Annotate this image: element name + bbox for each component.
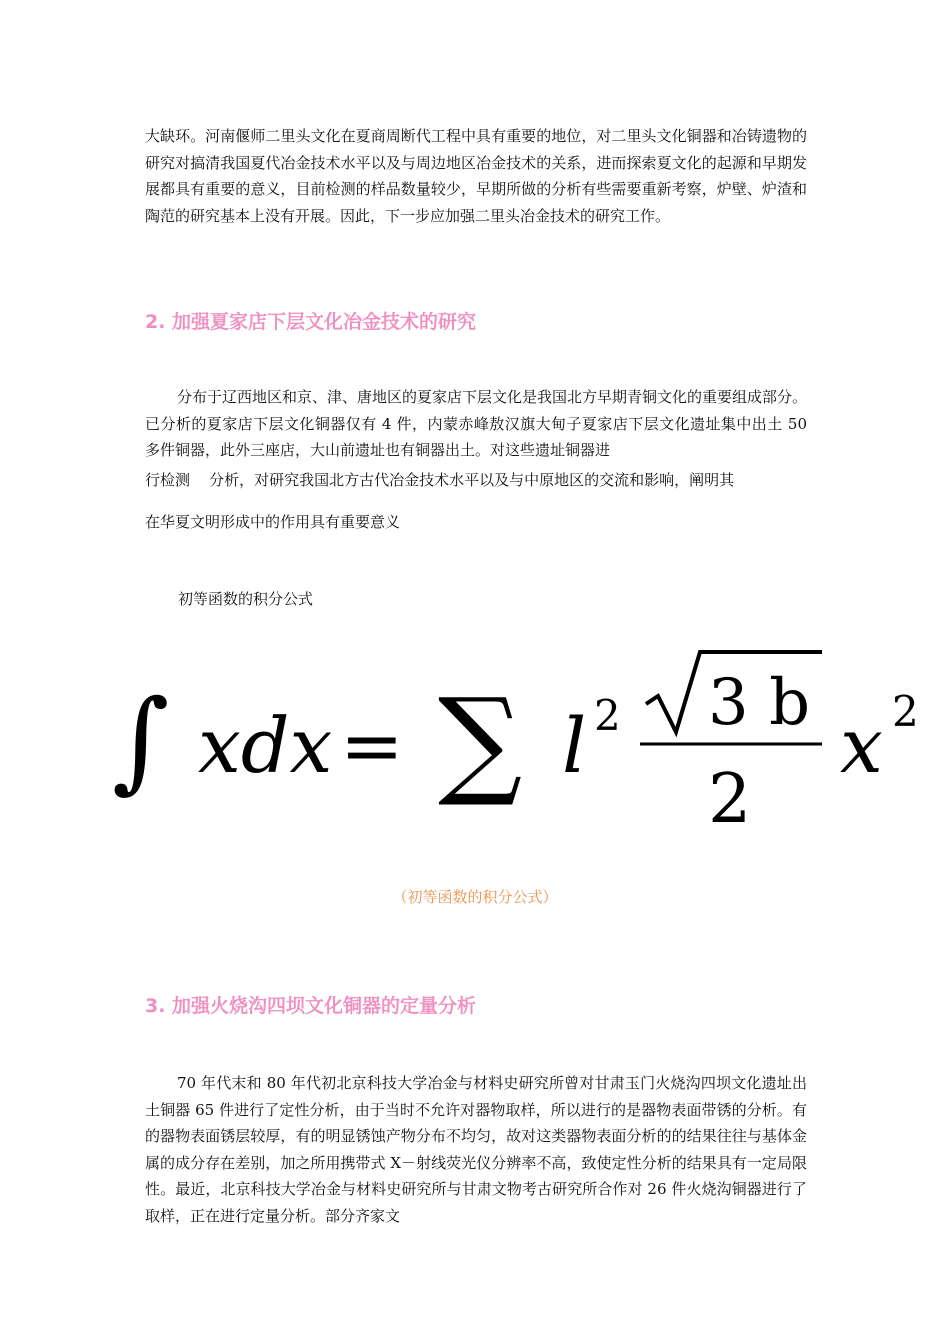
- equals-sign: =: [340, 701, 404, 790]
- x-exponent: 2: [892, 687, 919, 736]
- l-variable: l: [562, 701, 587, 790]
- formula-label: 初等函数的积分公式: [178, 590, 314, 608]
- section-3-paragraph: 70 年代末和 80 年代初北京科技大学冶金与材料史研究所曾对甘肃玉门火烧沟四坝文化遗址出土铜器 65 件进行了定性分析，由于当时不允许对器物取样，所以进行的是器物表面带锈的分析。有的器物表面锈层较厚，有的明显锈蚀产物分布不均匀，故对这类器物表面分析的的结果往往与基体金属的成分存在差别，加之所用携带式 X－射线荧光仪分辨率不高，致使定性分析的结果具有一定局限性。最近，北京科技大学冶金与材料史研究所与甘肃文物考古研究所合作对 26 件火烧沟铜器进行了取样，正在进行定量分析。部分齐家文: [145, 1074, 807, 1225]
- radicand-text: 3 b: [708, 666, 811, 740]
- formula-svg: [110, 640, 940, 840]
- section-3-heading: 3. 加强火烧沟四坝文化铜器的定量分析: [145, 995, 477, 1017]
- denominator-text: 2: [708, 760, 752, 839]
- integral-sign: ∫: [112, 676, 170, 804]
- section-2-paragraph: 分布于辽西地区和京、津、唐地区的夏家店下层文化是我国北方早期青铜文化的重要组成部分。已分析的夏家店下层文化铜器仅有 4 件，内蒙赤峰敖汉旗大甸子夏家店下层文化遗址集中出土 50 多件铜器，此外三座店，大山前遗址也有铜器出土。对这些遗址铜器进: [145, 388, 808, 459]
- section-2-line-3: 在华夏文明形成中的作用具有重要意义: [145, 513, 401, 531]
- section-2-line-2: 行检测 分析，对研究我国北方古代冶金技术水平以及与中原地区的交流和影响，阐明其: [145, 471, 735, 489]
- formula-caption: （初等函数的积分公式）: [392, 888, 558, 906]
- l-exponent: 2: [594, 691, 621, 740]
- sum-sign: ∑: [438, 672, 523, 810]
- integral-formula: [110, 640, 940, 840]
- integrand-text: xdx: [198, 701, 333, 790]
- x-variable: x: [840, 701, 883, 790]
- section-2-heading: 2. 加强夏家店下层文化冶金技术的研究: [145, 311, 477, 333]
- intro-paragraph: 大缺环。河南偃师二里头文化在夏商周断代工程中具有重要的地位，对二里头文化铜器和冶铸遗物的研究对搞清我国夏代冶金技术水平以及与周边地区冶金技术的关系，进而探索夏文化的起源和早期发展都具有重要的意义，目前检测的样品数量较少，早期所做的分析有些需要重新考察，炉壁、炉渣和陶范的研究基本上没有开展。因此，下一步应加强二里头冶金技术的研究工作。: [145, 127, 807, 225]
